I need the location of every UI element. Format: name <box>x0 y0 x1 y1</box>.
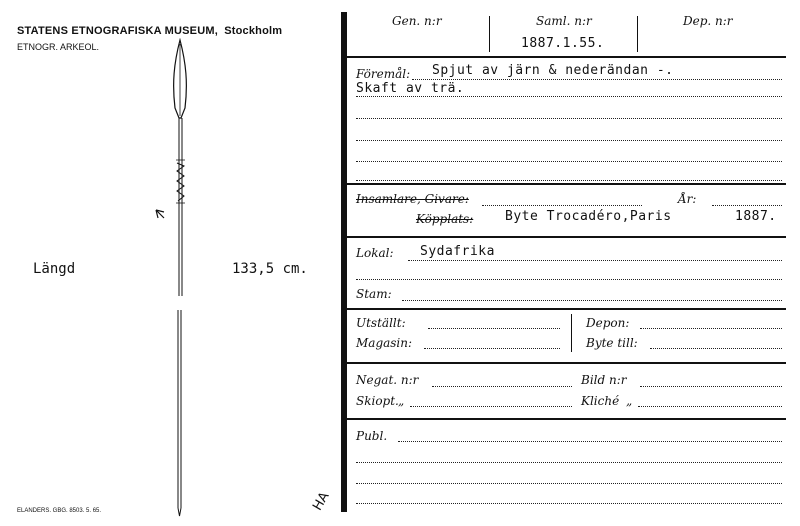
kliche-ditto: „ <box>626 394 633 408</box>
lokal-value: Sydafrika <box>420 244 495 259</box>
gen-nr-label: Gen. n:r <box>392 14 442 28</box>
negat-label: Negat. n:r <box>356 373 419 387</box>
foremal-line1: Spjut av järn & nederändan -. <box>432 63 674 78</box>
utstallt-label: Utställt: <box>356 316 406 330</box>
length-value: 133,5 cm. <box>232 261 308 277</box>
divider-media <box>346 418 786 420</box>
insamlare-label: Insamlare, Givare: <box>356 192 469 206</box>
museum-header <box>17 25 282 37</box>
museum-title: STATENS ETNOGRAFISKA MUSEUM, <box>17 25 218 37</box>
storage-col-sep <box>571 314 572 352</box>
spear-drawing <box>150 38 210 518</box>
kopplats-label: Köpplats: <box>416 212 474 226</box>
saml-nr-value: 1887.1.55. <box>521 36 605 51</box>
year-value: 1887. <box>735 209 777 224</box>
divider-top <box>346 56 786 58</box>
foremal-label: Föremål: <box>356 67 411 81</box>
kopplats-value: Byte Trocadéro,Paris <box>505 209 672 224</box>
museum-department: ETNOGR. ARKEOL. <box>17 42 100 52</box>
byte-till-label: Byte till: <box>586 336 638 350</box>
lokal-label: Lokal: <box>356 246 394 260</box>
magasin-label: Magasin: <box>356 336 413 350</box>
divider-foremal <box>346 183 786 185</box>
skiopt-label: Skiopt. <box>356 394 399 408</box>
card-left-border <box>341 12 347 512</box>
museum-city: Stockholm <box>224 25 283 37</box>
stam-label: Stam: <box>356 287 392 301</box>
header-col-sep-1 <box>489 16 490 52</box>
bild-label: Bild n:r <box>581 373 627 387</box>
initials: HA <box>310 489 333 514</box>
header-col-sep-2 <box>637 16 638 52</box>
printer-note: ELANDERS. GBG. 8503. 5. 65. <box>17 508 102 514</box>
length-label: Längd <box>33 261 76 277</box>
foremal-line2: Skaft av trä. <box>356 81 465 96</box>
depon-label: Depon: <box>586 316 630 330</box>
saml-nr-label: Saml. n:r <box>536 14 592 28</box>
ar-label: År: <box>678 192 697 206</box>
dep-nr-label: Dep. n:r <box>683 14 733 28</box>
divider-provenance <box>346 236 786 238</box>
publ-label: Publ. <box>356 429 388 443</box>
kliche-label: Kliché <box>581 394 620 408</box>
divider-stam <box>346 308 786 310</box>
skiopt-ditto: „ <box>398 394 405 408</box>
divider-storage <box>346 362 786 364</box>
